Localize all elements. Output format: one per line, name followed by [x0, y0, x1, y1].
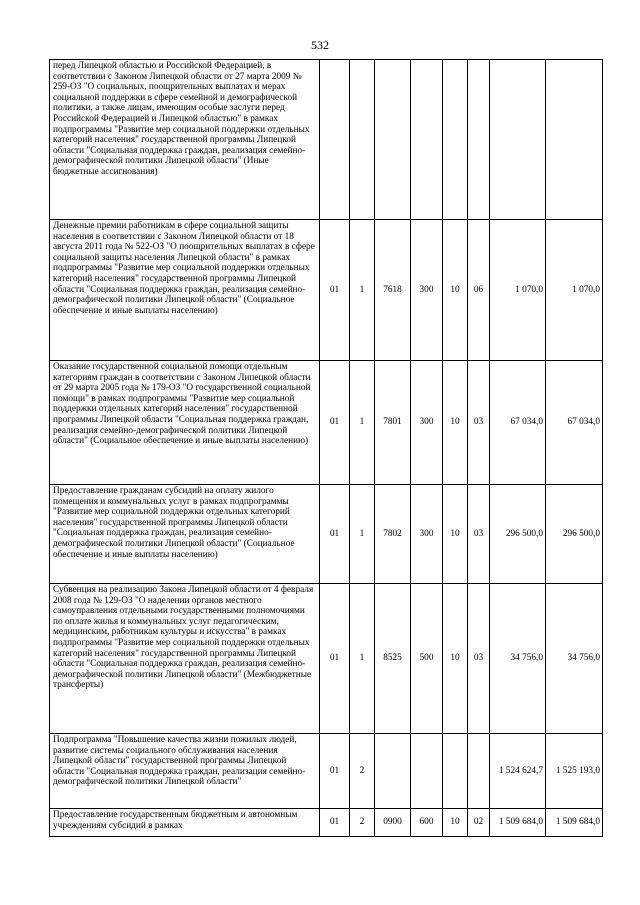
row-description: Оказание государственной социальной помощи отдельным категориям граждан в соответствии с Законом Липецкой области от 29 марта 2005 года № 179-ОЗ "О государственной социальной помощи" в рамках подпрограммы "Развитие мер социальной поддержки отдельных категорий населения" государственной программы Липецкой области "Социальная поддержка граждан, реализация семейно-демографической политики Липецкой области" (Социальное обеспечение и иные выплаты населению): [50, 361, 320, 485]
expense-type-code: 300: [411, 361, 443, 485]
expense-type-code: [411, 734, 443, 809]
amount-year-2: [546, 60, 603, 220]
table-row: [50, 584, 603, 734]
amount-year-2: 1 070,0: [546, 220, 603, 361]
amount-year-2: 34 756,0: [546, 584, 603, 734]
expense-type-code: 500: [411, 584, 443, 734]
row-description: Подпрограмма "Повышение качества жизни пожилых людей, развитие системы социального обслуживания населения Липецкой области" государственной программы Липецкой области "Социальная поддержка граждан, реализация семейно-демографической политики Липецкой области": [50, 734, 320, 809]
amount-year-1: [490, 60, 546, 220]
program-code: [320, 60, 350, 220]
section-code: 10: [443, 361, 468, 485]
subsection-code: 02: [468, 809, 490, 837]
program-code: 01: [320, 361, 350, 485]
amount-year-1: 296 500,0: [490, 485, 546, 584]
row-description: Денежные премии работникам в сфере социальной защиты населения в соответствии с Законом Липецкой области от 18 августа 2011 года № 522-ОЗ "О поощрительных выплатах в сфере социальной защиты населения Липецкой области" в рамках подпрограммы "Развитие мер социальной поддержки отдельных категорий населения" государственной программы Липецкой области "Социальная поддержка граждан, реализация семейно-демографической политики Липецкой области" (Социальное обеспечение и иные выплаты населению): [50, 220, 320, 361]
expense-type-code: [411, 60, 443, 220]
program-code: 01: [320, 734, 350, 809]
subprogram-code: [350, 60, 375, 220]
row-description: перед Липецкой областью и Российской Федерацией, в соответствии с Законом Липецкой области от 27 марта 2009 № 259-ОЗ "О социальных, поощрительных выплатах и мерах социальной поддержки в сфере семейной и демографической политики, а также лицам, имеющим особые заслуги перед Российской Федерацией и Липецкой областью" в рамках подпрограммы "Развитие мер социальной поддержки отдельных категорий населения" государственной программы Липецкой области "Социальная поддержка граждан, реализация семейно-демографической политики Липецкой области" (Иные бюджетные ассигнования): [50, 60, 320, 220]
row-description: Предоставление государственным бюджетным и автономным учреждениям субсидий в рамках: [50, 809, 320, 837]
direction-code: 8525: [375, 584, 411, 734]
table-row: [50, 220, 603, 361]
direction-code: 7618: [375, 220, 411, 361]
subsection-code: 03: [468, 584, 490, 734]
subsection-code: 03: [468, 361, 490, 485]
amount-year-1: 67 034,0: [490, 361, 546, 485]
subprogram-code: 2: [350, 809, 375, 837]
page-number: 532: [311, 38, 329, 52]
table-row: [50, 734, 603, 809]
subprogram-code: 2: [350, 734, 375, 809]
program-code: 01: [320, 809, 350, 837]
table-row: [50, 361, 603, 485]
expense-type-code: 300: [411, 485, 443, 584]
table-row: [50, 485, 603, 584]
direction-code: [375, 734, 411, 809]
subprogram-code: 1: [350, 220, 375, 361]
direction-code: 0900: [375, 809, 411, 837]
subsection-code: 06: [468, 220, 490, 361]
amount-year-1: 1 509 684,0: [490, 809, 546, 837]
direction-code: [375, 60, 411, 220]
section-code: 10: [443, 220, 468, 361]
amount-year-2: 1 525 193,0: [546, 734, 603, 809]
table-row: [50, 809, 603, 837]
subprogram-code: 1: [350, 361, 375, 485]
section-code: 10: [443, 584, 468, 734]
amount-year-1: 1 524 624,7: [490, 734, 546, 809]
row-description: Субвенция на реализацию Закона Липецкой области от 4 февраля 2008 года № 129-ОЗ "О наделении органов местного самоуправления отдельными государственными полномочиями по оплате жилья и коммунальных услуг педагогическим, медицинским, работникам культуры и искусства" в рамках подпрограммы "Развитие мер социальной поддержки отдельных категорий населения" государственной программы Липецкой области "Социальная поддержка граждан, реализация семейно-демографической политики Липецкой области" (Межбюджетные трансферты): [50, 584, 320, 734]
budget-table: [49, 59, 603, 837]
direction-code: 7801: [375, 361, 411, 485]
subprogram-code: 1: [350, 584, 375, 734]
expense-type-code: 600: [411, 809, 443, 837]
section-code: [443, 734, 468, 809]
amount-year-1: 1 070,0: [490, 220, 546, 361]
row-description: Предоставление гражданам субсидий на оплату жилого помещения и коммунальных услуг в рамках подпрограммы "Развитие мер социальной поддержки отдельных категорий населения" государственной программы Липецкой области "Социальная поддержка граждан, реализация семейно-демографической политики Липецкой области" (Социальное обеспечение и иные выплаты населению): [50, 485, 320, 584]
amount-year-2: 296 500,0: [546, 485, 603, 584]
section-code: [443, 60, 468, 220]
table-row: [50, 60, 603, 220]
subsection-code: 03: [468, 485, 490, 584]
expense-type-code: 300: [411, 220, 443, 361]
subsection-code: [468, 60, 490, 220]
program-code: 01: [320, 485, 350, 584]
program-code: 01: [320, 584, 350, 734]
section-code: 10: [443, 485, 468, 584]
amount-year-2: 67 034,0: [546, 361, 603, 485]
section-code: 10: [443, 809, 468, 837]
subsection-code: [468, 734, 490, 809]
subprogram-code: 1: [350, 485, 375, 584]
direction-code: 7802: [375, 485, 411, 584]
amount-year-1: 34 756,0: [490, 584, 546, 734]
amount-year-2: 1 509 684,0: [546, 809, 603, 837]
program-code: 01: [320, 220, 350, 361]
